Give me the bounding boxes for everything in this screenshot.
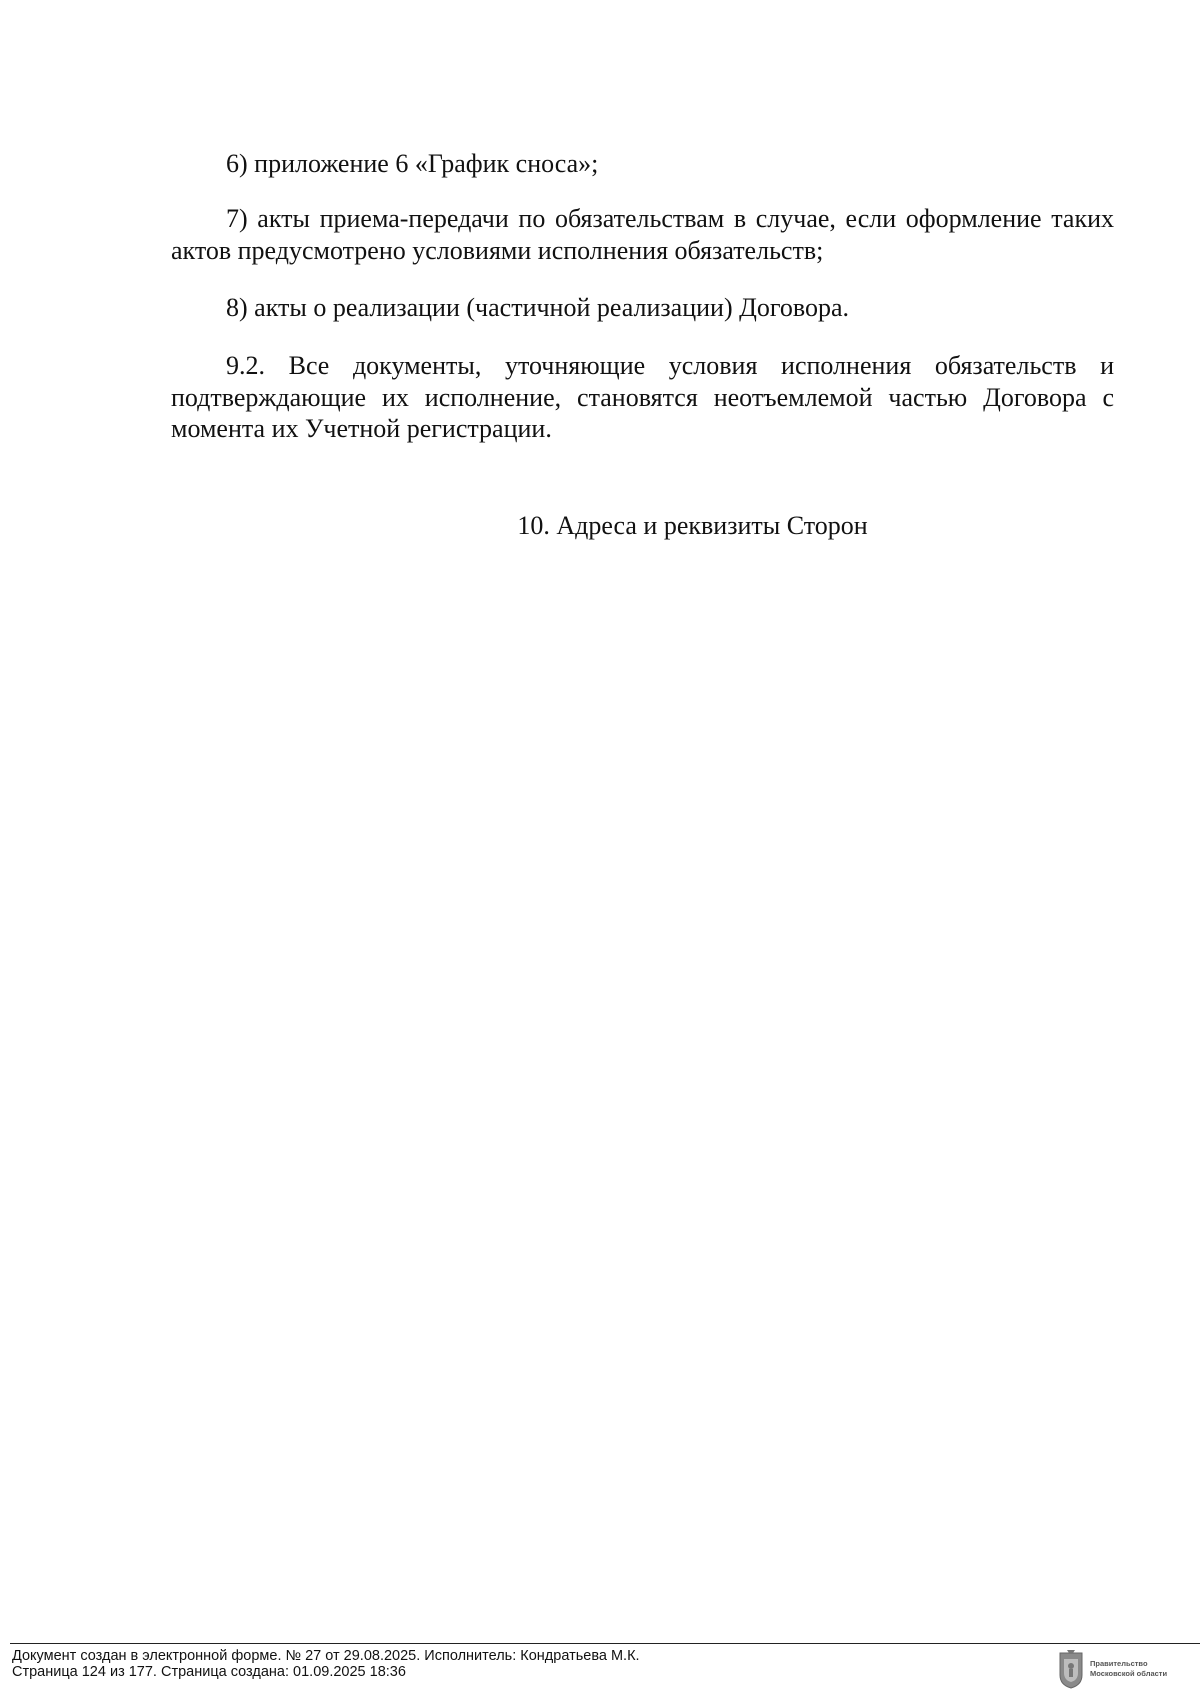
logo-text-line-1: Правительство bbox=[1090, 1659, 1148, 1668]
footer bbox=[12, 1648, 640, 1680]
footer-divider bbox=[10, 1643, 1200, 1644]
paragraph-item-8: 8) акты о реализации (частичной реализации) Договора. bbox=[226, 293, 849, 322]
government-logo bbox=[1058, 1643, 1200, 1695]
coat-of-arms-icon bbox=[1058, 1649, 1084, 1689]
section-heading: 10. Адреса и реквизиты Сторон bbox=[517, 511, 868, 540]
paragraph-item-7: 7) акты приема-передачи по обязательствам в случае, если оформление таких актов предусмотрено условиями исполнения обязательств; bbox=[171, 204, 1114, 265]
footer-line-document-info: Документ создан в электронной форме. № 27 от 29.08.2025. Исполнитель: Кондратьева М.К. bbox=[12, 1648, 640, 1664]
paragraph-item-6: 6) приложение 6 «График сноса»; bbox=[226, 149, 599, 178]
footer-line-page-info: Страница 124 из 177. Страница создана: 01.09.2025 18:36 bbox=[12, 1664, 406, 1680]
logo-text-line-2: Московской области bbox=[1090, 1669, 1168, 1678]
paragraph-9-2: 9.2. Все документы, уточняющие условия исполнения обязательств и подтверждающие их исполнение, становятся неотъемлемой частью Договора с момента их Учетной регистрации. bbox=[171, 351, 1114, 443]
